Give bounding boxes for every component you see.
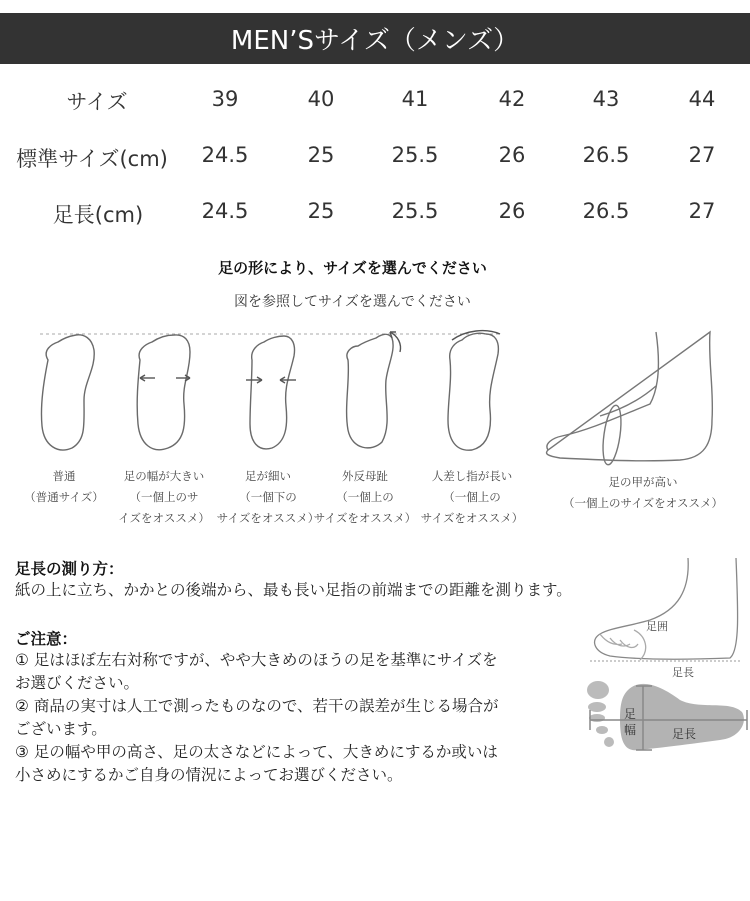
foot-shape-subtitle: 図を参照してサイズを選んでください (234, 294, 471, 310)
table-cell: 26.5 (582, 199, 630, 223)
table-cell: 43 (592, 87, 620, 111)
foot-long-toe-icon (448, 333, 498, 450)
foot-caption-long-toe (421, 466, 523, 529)
caption-line: サイズをオススメ） (420, 511, 524, 525)
foot-high-instep-icon (547, 332, 713, 466)
table-cell: 42 (498, 87, 526, 111)
caption-line: （一個上のサ (129, 490, 199, 504)
notice-line: ② 商品の実寸は人工で測ったものなので、若干の誤差が生じる場合が (15, 697, 499, 715)
length-label: 足長 (672, 666, 694, 679)
table-cell: 27 (688, 199, 716, 223)
table-cell: 26 (498, 199, 526, 223)
caption-line: 外反母趾 (342, 469, 388, 483)
foot-wide-icon (137, 335, 190, 450)
table-cell: 40 (307, 87, 335, 111)
page-title: MEN’Sサイズ（メンズ） (230, 26, 520, 56)
table-cell: 41 (401, 87, 429, 111)
notice-title: ご注意： (15, 630, 78, 648)
caption-line: イズをオススメ） (118, 511, 210, 525)
table-cell: 25 (307, 199, 335, 223)
caption-line: （一個上のサイズをオススメ） (563, 496, 723, 510)
table-cell: 39 (211, 87, 239, 111)
foot-shape-illustrations (0, 320, 750, 470)
measure-diagrams (580, 550, 750, 780)
caption-line: サイズをオススメ） (216, 511, 320, 525)
foot-caption-high-instep (563, 472, 723, 514)
row-label-standard-size: 標準サイズ(cm) (16, 147, 168, 171)
measure-title: 足長の測り方： (15, 560, 124, 578)
caption-line: （一個上の (336, 490, 394, 504)
caption-line: サイズをオススメ） (313, 511, 417, 525)
foot-caption-normal (24, 466, 104, 508)
girth-label: 足囲 (646, 620, 668, 633)
table-cell: 27 (688, 143, 716, 167)
caption-line: 足が細い (245, 469, 291, 483)
length-label-2: 足長 (672, 727, 697, 741)
table-cell: 44 (688, 87, 716, 111)
foot-side-diagram-icon (590, 558, 742, 661)
caption-line: 足の甲が高い (608, 475, 678, 489)
caption-line: （普通サイズ） (24, 490, 104, 504)
notice-line: お選びください。 (15, 674, 140, 692)
width-label-1: 足 (624, 707, 637, 721)
caption-line: 足の幅が大きい (123, 469, 205, 483)
foot-caption-wide (118, 466, 210, 529)
foot-caption-narrow (217, 466, 319, 529)
width-label-2: 幅 (624, 723, 637, 737)
table-cell: 25 (307, 143, 335, 167)
table-cell: 24.5 (201, 143, 249, 167)
foot-bunion-icon (347, 334, 394, 448)
row-label-foot-length: 足長(cm) (52, 203, 144, 227)
foot-normal-icon (41, 335, 94, 450)
foot-caption-bunion (314, 466, 416, 529)
table-cell: 25.5 (391, 143, 439, 167)
caption-line: 普通 (52, 469, 76, 483)
caption-line: （一個上の (443, 490, 501, 504)
notice-line: ③ 足の幅や甲の高さ、足の太さなどによって、大きめにするか或いは (15, 743, 498, 761)
foot-shape-title: 足の形により、サイズを選んでください (218, 259, 487, 277)
measure-text: 紙の上に立ち、かかとの後端から、最も長い足指の前端までの距離を測ります。 (15, 581, 572, 599)
notice-line: 小さめにするかご自身の情況によってお選びください。 (15, 766, 403, 784)
row-label-size: サイズ (66, 90, 128, 114)
table-cell: 25.5 (391, 199, 439, 223)
notice-line: ① 足はほぼ左右対称ですが、やや大きめのほうの足を基準にサイズを (15, 651, 498, 669)
page-header-bar (0, 13, 750, 64)
table-cell: 24.5 (201, 199, 249, 223)
footprint-diagram-icon (587, 681, 747, 750)
table-cell: 26.5 (582, 143, 630, 167)
table-cell: 26 (498, 143, 526, 167)
notice-line: ございます。 (15, 720, 107, 738)
caption-line: （一個下の (239, 490, 297, 504)
foot-narrow-icon (250, 336, 295, 449)
caption-line: 人差し指が長い (431, 469, 513, 483)
